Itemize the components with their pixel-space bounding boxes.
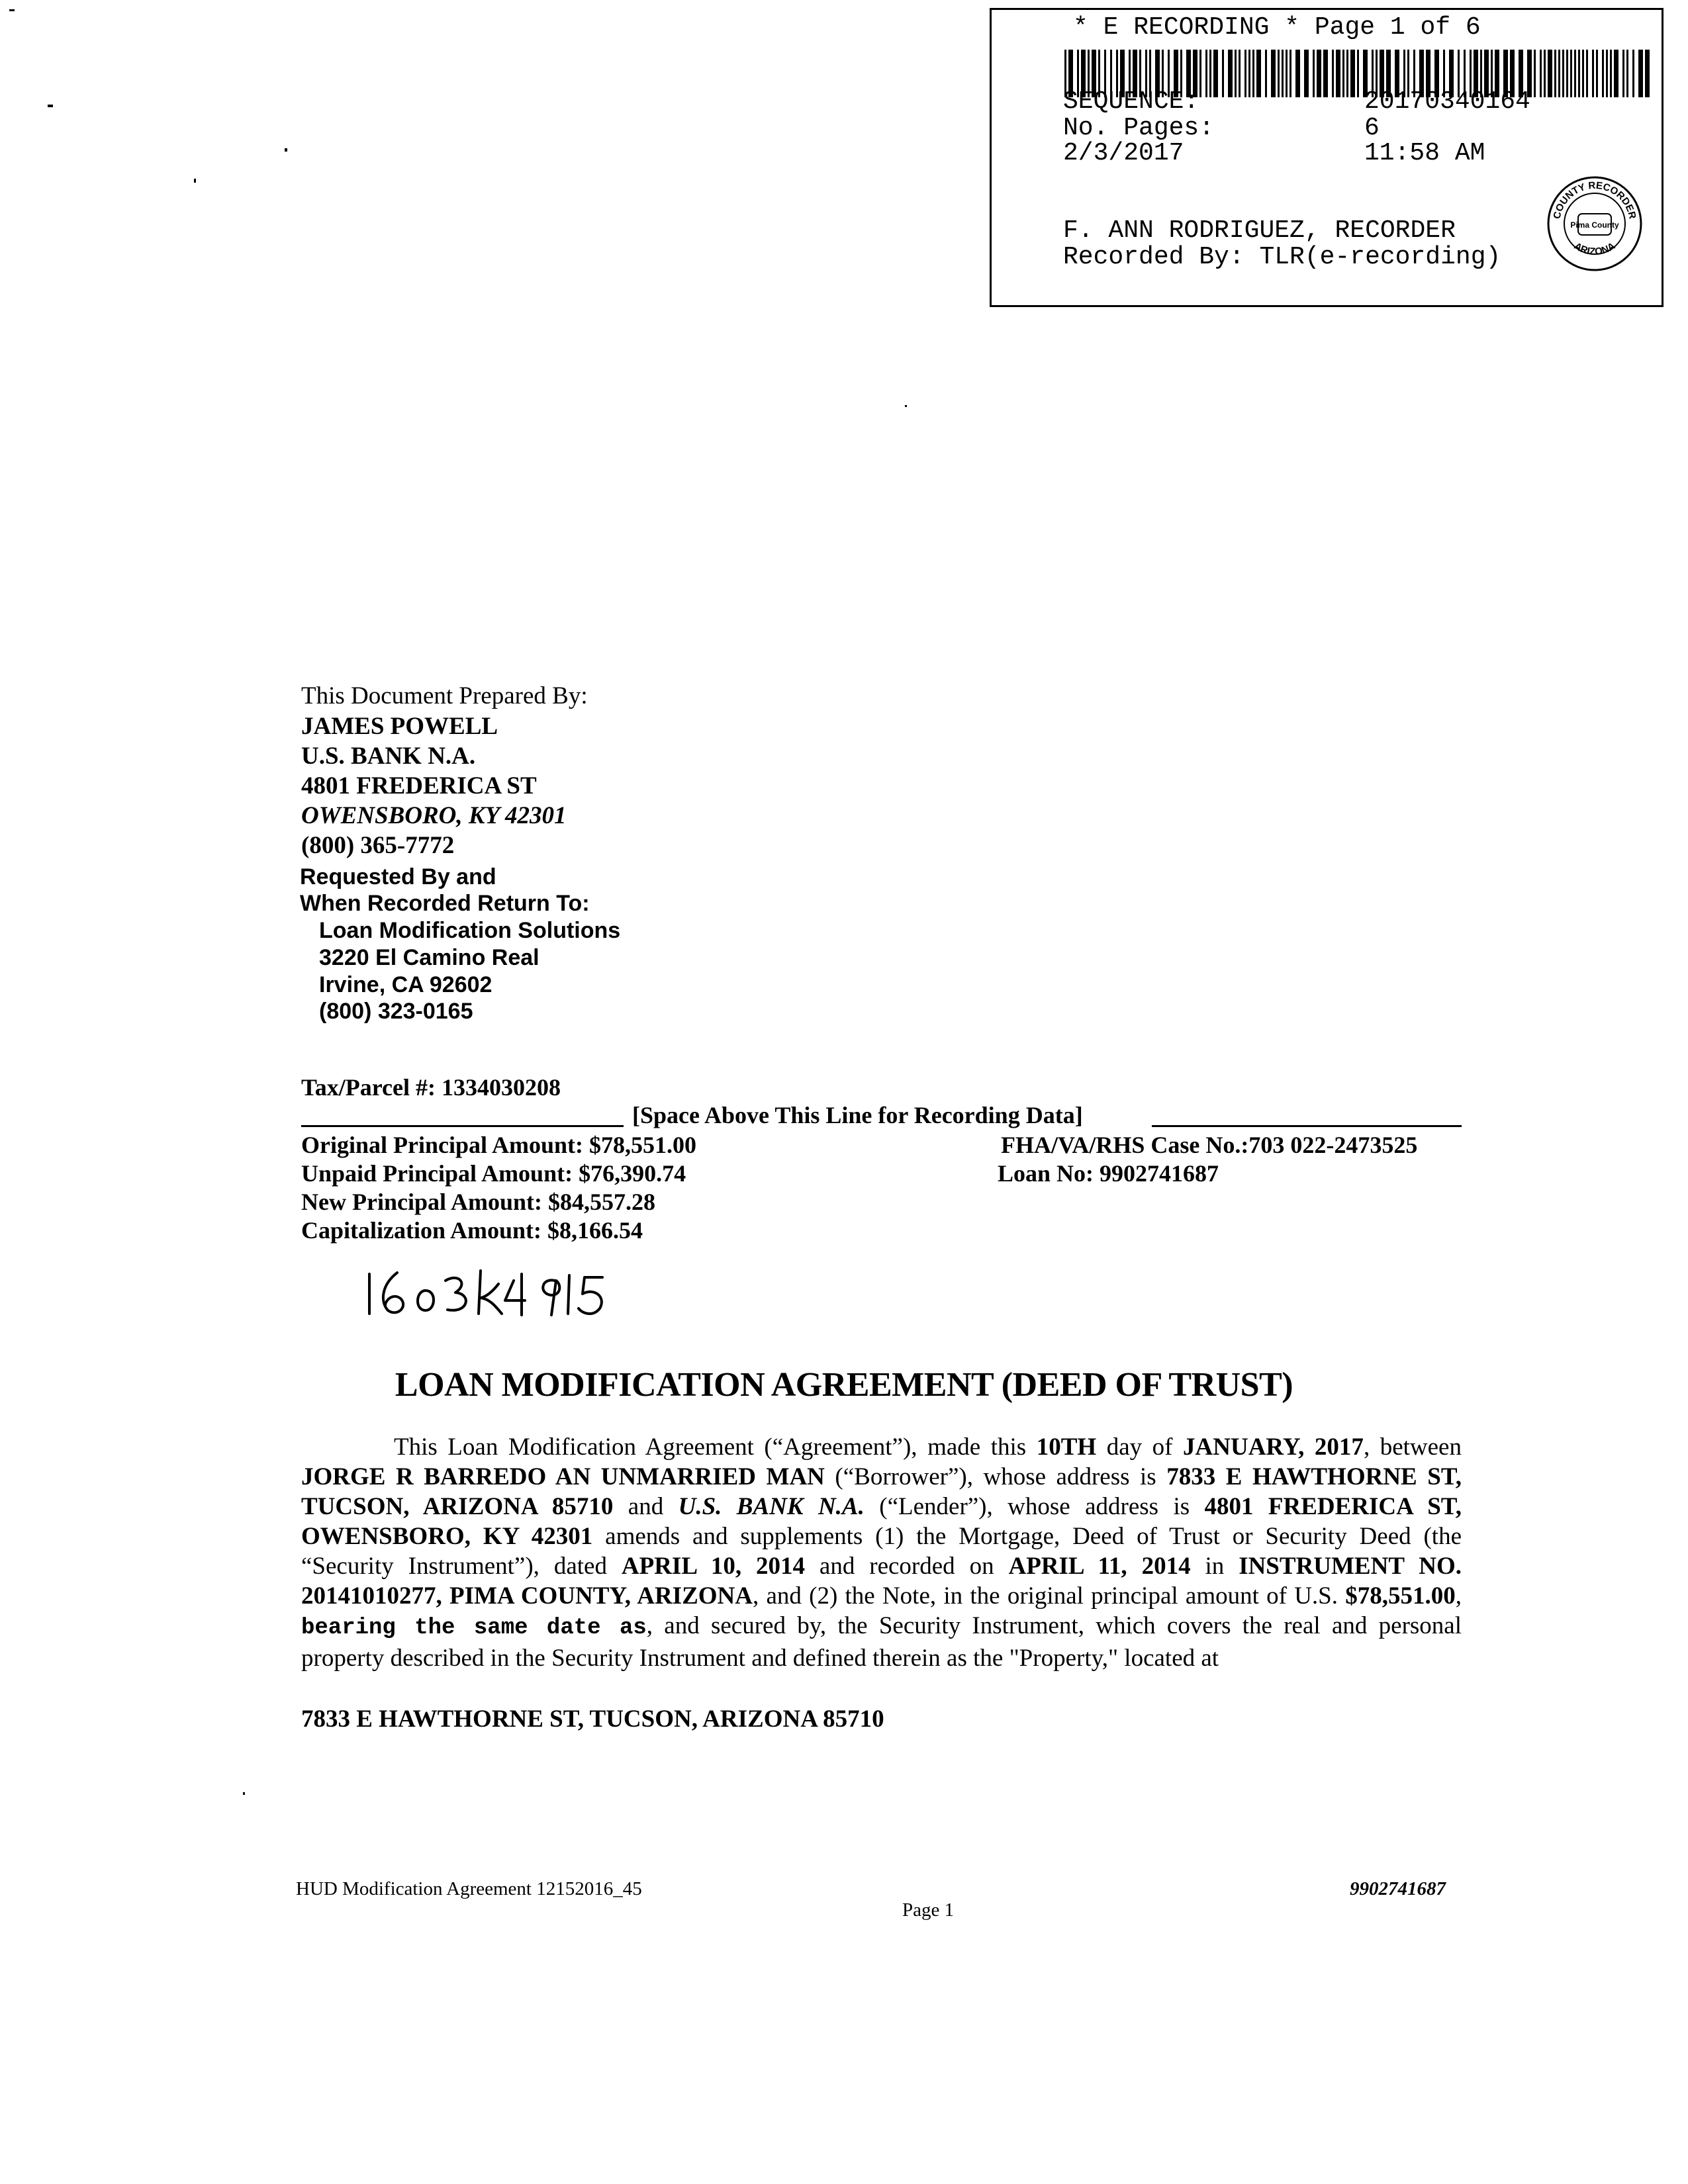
barcode-bar [1295,50,1300,97]
new-principal: New Principal Amount: $84,557.28 [301,1189,655,1215]
barcode-bar [1645,50,1650,97]
body-text: This Loan Modification Agreement (“Agreement”), made this [394,1433,1037,1461]
barcode-bar [1289,50,1291,97]
property-address: 7833 E HAWTHORNE ST, TUCSON, ARIZONA 85710 [301,1706,884,1733]
prepared-by-heading: This Document Prepared By: [301,682,588,709]
barcode-bar [1222,50,1224,97]
recorded-by: Recorded By: TLR(e-recording) [1063,243,1501,271]
original-principal: Original Principal Amount: $78,551.00 [301,1132,697,1158]
barcode-bar [1632,50,1634,97]
barcode-bar [1282,50,1284,97]
barcode-bar [1248,50,1250,97]
seal-bottom-text: ARIZONA [1571,240,1618,258]
barcode-bar [1626,50,1628,97]
barcode-bar [1558,50,1560,97]
sequence-value: 20170340164 [1364,87,1530,116]
barcode-bar [1570,50,1572,97]
return-street: 3220 El Camino Real [319,945,539,970]
barcode-bar [1239,50,1241,97]
scan-speck [9,9,15,11]
barcode-bar [1323,50,1328,97]
agreement-day: 10TH [1036,1433,1097,1461]
barcode-bar [1622,50,1624,97]
barcode-bar [1534,50,1536,97]
barcode-bar [1346,50,1348,97]
recorded-date: APRIL 11, 2014 [1008,1553,1191,1580]
barcode-bar [1342,50,1344,97]
barcode-bar [1205,50,1207,97]
return-company: Loan Modification Solutions [319,918,621,943]
recording-stamp [990,8,1664,307]
body-text: (“Lender”), whose address is [864,1493,1205,1520]
return-heading-2: When Recorded Return To: [300,891,590,916]
barcode-bar [1562,50,1564,97]
recording-line-label: [Space Above This Line for Recording Data] [632,1102,1083,1128]
barcode-bar [1350,50,1355,97]
barcode-bar [1332,50,1334,97]
barcode-bar [1540,50,1542,97]
instrument-date: APRIL 10, 2014 [621,1553,806,1580]
footer-loan-number: 9902741687 [1350,1878,1446,1899]
divider-left [301,1125,624,1127]
barcode-bar [1199,50,1201,97]
body-text: (“Borrower”), whose address is [824,1463,1167,1490]
document-title: LOAN MODIFICATION AGREEMENT (DEED OF TRUST) [395,1366,1293,1404]
record-time: 11:58 AM [1364,139,1485,167]
barcode-bar [1554,50,1556,97]
body-text: , between [1363,1433,1462,1461]
body-text: in [1190,1553,1239,1580]
barcode-bar [1304,50,1309,97]
body-text: , and (2) the Note, in the original principal amount of U.S. [752,1582,1346,1610]
body-text: and [613,1493,679,1520]
county-seal-icon [1546,175,1643,272]
preparer-phone: (800) 365-7772 [301,832,455,859]
barcode-bar [1606,50,1608,97]
lender-name: U.S. BANK N.A. [678,1493,865,1520]
footer-form-id: HUD Modification Agreement 12152016_45 [296,1878,642,1899]
same-date-phrase: bearing the same date as [301,1615,647,1641]
preparer-name: JAMES POWELL [301,713,498,740]
barcode-bar [1235,50,1237,97]
barcode-bar [1313,50,1315,97]
barcode-bar [1586,50,1588,97]
return-heading-1: Requested By and [300,864,496,889]
barcode-bar [1286,50,1288,97]
lender-address: 4801 FREDERICA ST, OWENSBORO, KY 42301 [301,1493,1462,1550]
body-text: , [1455,1582,1462,1610]
preparer-street: 4801 FREDERICA ST [301,772,537,799]
seal-top-text: COUNTY RECORDER [1551,179,1638,220]
barcode-bar [1566,50,1568,97]
barcode-bar [1271,50,1276,97]
handwritten-number [363,1261,608,1320]
body-text: , and secured by, the Security Instrument, which covers the real and personal property described in the Security Instrument and defined therein as the "Property," located at [301,1612,1462,1672]
unpaid-principal: Unpaid Principal Amount: $76,390.74 [301,1160,686,1187]
case-number: FHA/VA/RHS Case No.:703 022-2473525 [1001,1132,1418,1158]
barcode-bar [1244,50,1246,97]
scan-speck [194,179,196,183]
preparer-company: U.S. BANK N.A. [301,743,476,770]
agreement-paragraph [301,1432,1462,1673]
original-amount: $78,551.00 [1345,1582,1456,1610]
barcode-bar [1582,50,1584,97]
barcode-bar [1209,50,1211,97]
preparer-city: OWENSBORO, KY 42301 [301,802,567,829]
barcode-bar [1278,50,1280,97]
scan-speck [905,405,907,407]
capitalization-amount: Capitalization Amount: $8,166.54 [301,1217,643,1244]
scan-speck [243,1792,245,1795]
barcode-bar [1544,50,1546,97]
loan-number: Loan No: 9902741687 [998,1160,1219,1187]
barcode-bar [1574,50,1576,97]
barcode-bar [1610,50,1612,97]
borrower-name: JORGE R BARREDO AN UNMARRIED MAN [301,1463,825,1490]
barcode-bar [1336,50,1340,97]
barcode-bar [1578,50,1580,97]
instrument-number: INSTRUMENT NO. 20141010277, PIMA COUNTY, ARIZONA [301,1553,1462,1610]
barcode-bar [1265,50,1267,97]
body-text: day of [1096,1433,1184,1461]
tax-parcel: Tax/Parcel #: 1334030208 [301,1074,561,1101]
barcode-bar [1317,50,1321,97]
barcode-bar [1357,50,1359,97]
barcode-bar [1614,50,1618,97]
scan-speck [285,148,287,152]
barcode-bar [1602,50,1604,97]
barcode-bar [1228,50,1233,97]
record-date: 2/3/2017 [1063,139,1184,167]
pages-value: 6 [1364,114,1380,142]
seal-center-text: Pima County [1570,220,1619,230]
agreement-month-year: JANUARY, 2017 [1183,1433,1364,1461]
body-text: amends and supplements (1) the Mortgage, Deed of Trust or Security Deed (the “Security Instrument”), dated [301,1523,1462,1580]
return-phone: (800) 323-0165 [319,999,473,1024]
barcode-bar [1548,50,1552,97]
barcode-bar [1592,50,1594,97]
barcode-bar [1252,50,1254,97]
return-city: Irvine, CA 92602 [319,972,492,997]
pages-label: No. Pages: [1063,114,1215,142]
stamp-header: * E RECORDING * Page 1 of 6 [1073,13,1481,42]
barcode-bar [1596,50,1598,97]
barcode-bar [1256,50,1261,97]
recorder-name: F. ANN RODRIGUEZ, RECORDER [1063,216,1456,245]
divider-right [1152,1125,1462,1127]
footer-page-number: Page 1 [902,1899,955,1921]
sequence-label: SEQUENCE: [1063,87,1199,116]
scan-speck [48,105,53,107]
body-text: and recorded on [805,1553,1009,1580]
barcode-bar [1638,50,1643,97]
borrower-address: 7833 E HAWTHORNE ST, TUCSON, ARIZONA 85710 [301,1463,1462,1520]
barcode-bar [1213,50,1218,97]
